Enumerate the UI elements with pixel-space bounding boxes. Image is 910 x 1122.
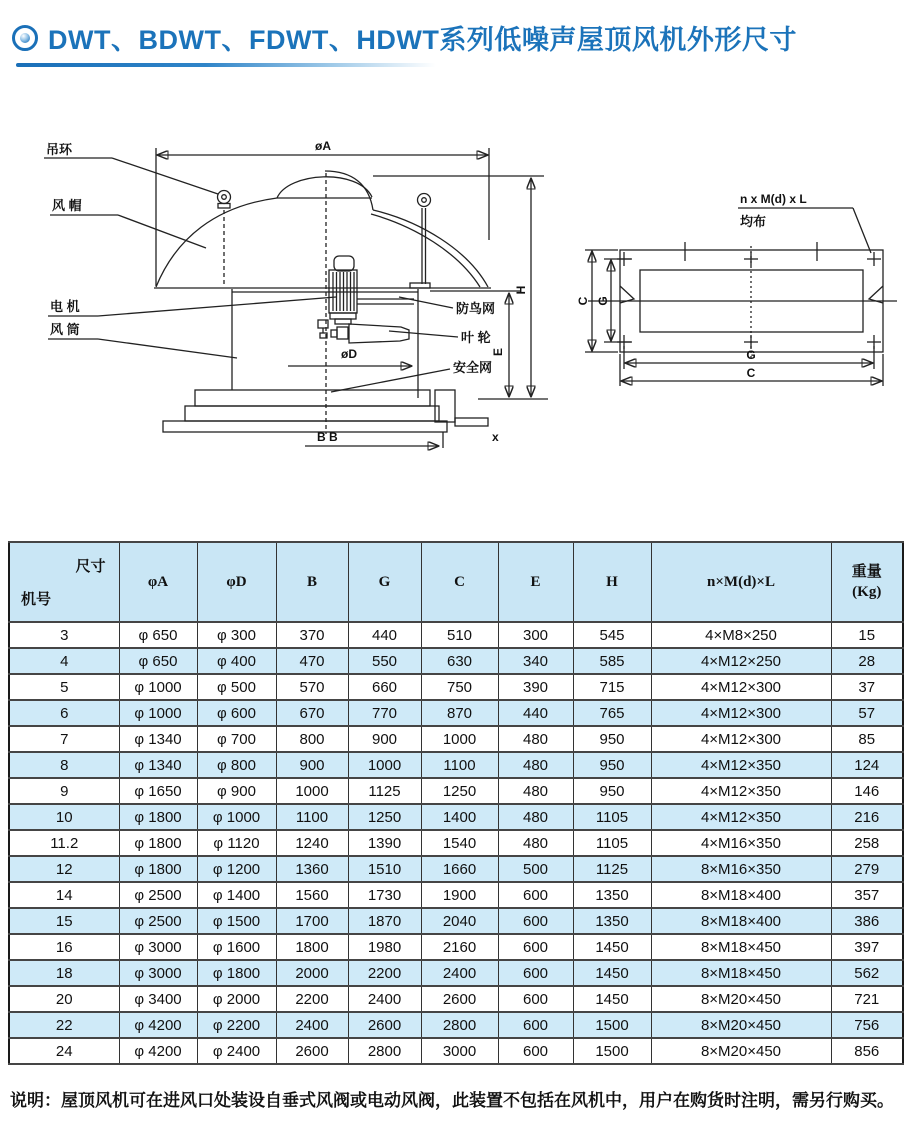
- cell-E: 480: [498, 752, 573, 778]
- dim-b-label: B B: [317, 430, 338, 444]
- label-impeller: 叶 轮: [461, 330, 491, 345]
- cell-bolt: 4×M16×350: [651, 830, 831, 856]
- cell-phiD: φ 1600: [197, 934, 276, 960]
- cell-C: 2040: [421, 908, 498, 934]
- cell-model: 8: [9, 752, 119, 778]
- cell-G: 660: [348, 674, 421, 700]
- cell-model: 10: [9, 804, 119, 830]
- header-phi-d: φD: [197, 542, 276, 622]
- cell-phiA: φ 1800: [119, 830, 197, 856]
- cell-C: 2400: [421, 960, 498, 986]
- cell-phiA: φ 1800: [119, 856, 197, 882]
- cell-E: 600: [498, 908, 573, 934]
- cell-phiA: φ 2500: [119, 882, 197, 908]
- cell-weight: 37: [831, 674, 903, 700]
- cell-phiA: φ 3400: [119, 986, 197, 1012]
- cell-phiD: φ 1000: [197, 804, 276, 830]
- cell-E: 480: [498, 804, 573, 830]
- cell-E: 480: [498, 830, 573, 856]
- cell-E: 480: [498, 778, 573, 804]
- callout-impeller: [389, 330, 491, 345]
- cell-weight: 562: [831, 960, 903, 986]
- table-header: [9, 542, 903, 622]
- cell-G: 440: [348, 622, 421, 648]
- cell-model: 14: [9, 882, 119, 908]
- cell-B: 2200: [276, 986, 348, 1012]
- cell-E: 600: [498, 986, 573, 1012]
- cell-C: 1000: [421, 726, 498, 752]
- dim-c-bottom-label: C: [746, 366, 756, 380]
- table-body: [9, 622, 903, 1064]
- cell-B: 2600: [276, 1038, 348, 1064]
- table-row: [9, 1038, 903, 1064]
- cell-H: 545: [573, 622, 651, 648]
- cell-model: 22: [9, 1012, 119, 1038]
- cell-model: 15: [9, 908, 119, 934]
- cell-H: 585: [573, 648, 651, 674]
- cell-C: 3000: [421, 1038, 498, 1064]
- cell-phiD: φ 600: [197, 700, 276, 726]
- cell-B: 1800: [276, 934, 348, 960]
- header-corner-dimension: 尺寸: [75, 558, 106, 575]
- cell-bolt: 8×M20×450: [651, 1012, 831, 1038]
- cell-weight: 15: [831, 622, 903, 648]
- table-row: [9, 804, 903, 830]
- cell-C: 750: [421, 674, 498, 700]
- page-title: DWT、BDWT、FDWT、HDWT系列低噪声屋顶风机外形尺寸: [48, 25, 797, 55]
- cell-weight: 397: [831, 934, 903, 960]
- dim-phi-d-label: øD: [341, 347, 357, 361]
- cell-C: 2800: [421, 1012, 498, 1038]
- header-weight-line1: 重量: [851, 563, 882, 580]
- cell-weight: 258: [831, 830, 903, 856]
- cell-H: 1500: [573, 1038, 651, 1064]
- cell-phiD: φ 1800: [197, 960, 276, 986]
- cell-bolt: 4×M12×250: [651, 648, 831, 674]
- label-bolt-spec: n x M(d) x L: [740, 192, 807, 206]
- cell-phiD: φ 2200: [197, 1012, 276, 1038]
- cell-G: 900: [348, 726, 421, 752]
- header-weight: [831, 542, 903, 622]
- cell-C: 1250: [421, 778, 498, 804]
- cell-E: 600: [498, 882, 573, 908]
- cell-H: 765: [573, 700, 651, 726]
- cell-B: 1240: [276, 830, 348, 856]
- cell-phiD: φ 1200: [197, 856, 276, 882]
- section-header: [12, 18, 797, 57]
- cell-C: 630: [421, 648, 498, 674]
- label-safety-net: 安全网: [453, 360, 493, 375]
- table-row: [9, 726, 903, 752]
- cell-bolt: 4×M12×350: [651, 778, 831, 804]
- cell-phiD: φ 700: [197, 726, 276, 752]
- technical-drawings: [0, 118, 910, 465]
- label-bird-net: 防鸟网: [456, 301, 496, 316]
- cell-phiA: φ 4200: [119, 1012, 197, 1038]
- cell-weight: 124: [831, 752, 903, 778]
- cell-G: 1250: [348, 804, 421, 830]
- cell-phiD: φ 800: [197, 752, 276, 778]
- header-e: E: [498, 542, 573, 622]
- header-bolt-spec: n×M(d)×L: [651, 542, 831, 622]
- cell-weight: 146: [831, 778, 903, 804]
- callout-motor: [48, 297, 336, 316]
- cell-G: 1125: [348, 778, 421, 804]
- cell-weight: 57: [831, 700, 903, 726]
- title-underline: [16, 63, 436, 67]
- cell-G: 2800: [348, 1038, 421, 1064]
- table-row: [9, 622, 903, 648]
- cell-E: 300: [498, 622, 573, 648]
- cell-weight: 386: [831, 908, 903, 934]
- cell-E: 480: [498, 726, 573, 752]
- header-h: H: [573, 542, 651, 622]
- cell-phiA: φ 1800: [119, 804, 197, 830]
- callout-bird-net: [399, 297, 495, 316]
- cell-weight: 216: [831, 804, 903, 830]
- cell-C: 2160: [421, 934, 498, 960]
- dim-e-label: E: [491, 347, 505, 357]
- cell-B: 570: [276, 674, 348, 700]
- cell-phiD: φ 1500: [197, 908, 276, 934]
- cell-bolt: 8×M20×450: [651, 1038, 831, 1064]
- header-phi-a: φA: [119, 542, 197, 622]
- cell-H: 1350: [573, 908, 651, 934]
- cell-H: 950: [573, 752, 651, 778]
- cell-E: 440: [498, 700, 573, 726]
- dim-phi-a: [156, 139, 489, 286]
- cell-model: 16: [9, 934, 119, 960]
- header-b: B: [276, 542, 348, 622]
- header-corner-model: 机号: [21, 591, 52, 608]
- cell-phiA: φ 2500: [119, 908, 197, 934]
- cell-C: 1540: [421, 830, 498, 856]
- cell-model: 6: [9, 700, 119, 726]
- cell-G: 1000: [348, 752, 421, 778]
- cell-bolt: 8×M20×450: [651, 986, 831, 1012]
- cell-bolt: 4×M12×300: [651, 674, 831, 700]
- cell-B: 900: [276, 752, 348, 778]
- cell-C: 870: [421, 700, 498, 726]
- cell-H: 1350: [573, 882, 651, 908]
- cell-B: 1560: [276, 882, 348, 908]
- cell-G: 1510: [348, 856, 421, 882]
- cell-bolt: 4×M12×350: [651, 804, 831, 830]
- cell-G: 2600: [348, 1012, 421, 1038]
- cell-phiD: φ 500: [197, 674, 276, 700]
- cell-model: 3: [9, 622, 119, 648]
- cell-E: 340: [498, 648, 573, 674]
- dim-x-label: x: [492, 430, 499, 444]
- dim-phi-d: [288, 347, 411, 366]
- cell-G: 1980: [348, 934, 421, 960]
- table-row: [9, 830, 903, 856]
- cell-bolt: 4×M12×300: [651, 726, 831, 752]
- cell-E: 600: [498, 1038, 573, 1064]
- header-corner-cell: [9, 542, 119, 622]
- cell-phiA: φ 1000: [119, 674, 197, 700]
- dim-h-label: H: [514, 285, 528, 295]
- cell-bolt: 8×M18×450: [651, 960, 831, 986]
- cell-B: 2000: [276, 960, 348, 986]
- cell-B: 2400: [276, 1012, 348, 1038]
- cell-B: 370: [276, 622, 348, 648]
- callout-safety-net: [331, 360, 492, 392]
- table-row: [9, 700, 903, 726]
- label-duct: 风 筒: [50, 322, 80, 337]
- cell-B: 1000: [276, 778, 348, 804]
- motor-group: [318, 256, 357, 338]
- cell-phiA: φ 1340: [119, 752, 197, 778]
- cell-bolt: 4×M12×350: [651, 752, 831, 778]
- table-row: [9, 882, 903, 908]
- cell-phiA: φ 1000: [119, 700, 197, 726]
- footnote: 说明：屋顶风机可在进风口处装设自垂式风阀或电动风阀，此装置不包括在风机中，用户在购货时注明，需另行购买。: [10, 1091, 894, 1110]
- cell-weight: 85: [831, 726, 903, 752]
- cell-H: 1105: [573, 804, 651, 830]
- cell-bolt: 4×M12×300: [651, 700, 831, 726]
- cell-weight: 357: [831, 882, 903, 908]
- header-c: C: [421, 542, 498, 622]
- cell-phiA: φ 3000: [119, 960, 197, 986]
- header-weight-line2: (Kg): [852, 584, 882, 600]
- lifting-ring-left: [218, 191, 231, 287]
- cell-phiD: φ 2000: [197, 986, 276, 1012]
- cell-H: 1500: [573, 1012, 651, 1038]
- cell-bolt: 8×M18×400: [651, 882, 831, 908]
- cell-G: 1390: [348, 830, 421, 856]
- cell-phiD: φ 900: [197, 778, 276, 804]
- cell-B: 670: [276, 700, 348, 726]
- cell-phiD: φ 1120: [197, 830, 276, 856]
- cell-model: 12: [9, 856, 119, 882]
- cell-C: 1660: [421, 856, 498, 882]
- cell-G: 770: [348, 700, 421, 726]
- cell-B: 1100: [276, 804, 348, 830]
- table-row: [9, 778, 903, 804]
- cell-phiA: φ 1340: [119, 726, 197, 752]
- callout-wind-cap: [50, 198, 206, 248]
- cell-weight: 721: [831, 986, 903, 1012]
- bird-net-lines: [357, 299, 414, 304]
- callout-bolt-spec: [738, 192, 871, 253]
- table-row: [9, 1012, 903, 1038]
- cell-bolt: 8×M16×350: [651, 856, 831, 882]
- cell-bolt: 8×M18×450: [651, 934, 831, 960]
- callout-duct: [48, 322, 237, 358]
- cell-phiD: φ 1400: [197, 882, 276, 908]
- cell-bolt: 8×M18×400: [651, 908, 831, 934]
- bolt-hole-marks: [617, 242, 881, 349]
- cell-model: 20: [9, 986, 119, 1012]
- cell-B: 1700: [276, 908, 348, 934]
- cell-phiA: φ 1650: [119, 778, 197, 804]
- cell-B: 800: [276, 726, 348, 752]
- cell-C: 1100: [421, 752, 498, 778]
- table-row: [9, 648, 903, 674]
- cell-G: 1730: [348, 882, 421, 908]
- cell-model: 7: [9, 726, 119, 752]
- cell-phiD: φ 300: [197, 622, 276, 648]
- table-row: [9, 934, 903, 960]
- cell-H: 1450: [573, 934, 651, 960]
- cell-phiA: φ 3000: [119, 934, 197, 960]
- cell-E: 600: [498, 960, 573, 986]
- header-g: G: [348, 542, 421, 622]
- cell-H: 1105: [573, 830, 651, 856]
- cell-model: 4: [9, 648, 119, 674]
- callout-lifting-ring: [44, 142, 218, 194]
- cell-phiA: φ 4200: [119, 1038, 197, 1064]
- cell-phiD: φ 2400: [197, 1038, 276, 1064]
- cell-E: 500: [498, 856, 573, 882]
- cell-H: 950: [573, 778, 651, 804]
- cell-weight: 279: [831, 856, 903, 882]
- cell-H: 1450: [573, 986, 651, 1012]
- dim-g-bottom-label: G: [746, 348, 756, 362]
- cell-model: 24: [9, 1038, 119, 1064]
- cell-H: 950: [573, 726, 651, 752]
- cell-E: 600: [498, 934, 573, 960]
- table-row: [9, 986, 903, 1012]
- cell-H: 715: [573, 674, 651, 700]
- cell-H: 1450: [573, 960, 651, 986]
- section-bullet-icon: [12, 25, 38, 51]
- dim-g-side-label: G: [596, 296, 610, 306]
- cell-phiA: φ 650: [119, 648, 197, 674]
- table-row: [9, 960, 903, 986]
- base-flange-top-view-diagram: [576, 192, 897, 386]
- cell-bolt: 4×M8×250: [651, 622, 831, 648]
- impeller-group: [331, 324, 409, 343]
- table-row: [9, 674, 903, 700]
- bullet-core: [20, 33, 30, 43]
- dim-c-side-label: C: [576, 296, 590, 306]
- wind-cap-outline: [154, 171, 491, 288]
- roof-hatch-strip: [455, 418, 488, 426]
- cell-C: 2600: [421, 986, 498, 1012]
- table-row: [9, 908, 903, 934]
- label-lifting-ring: 吊环: [46, 142, 73, 157]
- cell-weight: 28: [831, 648, 903, 674]
- cell-model: 9: [9, 778, 119, 804]
- cell-C: 510: [421, 622, 498, 648]
- cell-model: 5: [9, 674, 119, 700]
- cell-H: 1125: [573, 856, 651, 882]
- table-row: [9, 752, 903, 778]
- cell-G: 2200: [348, 960, 421, 986]
- cell-C: 1400: [421, 804, 498, 830]
- label-evenly-distributed: 均布: [740, 214, 767, 229]
- cell-E: 390: [498, 674, 573, 700]
- label-wind-cap: 风 帽: [52, 198, 82, 213]
- table-row: [9, 856, 903, 882]
- cell-B: 1360: [276, 856, 348, 882]
- cell-phiD: φ 400: [197, 648, 276, 674]
- cell-weight: 856: [831, 1038, 903, 1064]
- cell-B: 470: [276, 648, 348, 674]
- dimension-table: [8, 541, 904, 1065]
- cell-weight: 756: [831, 1012, 903, 1038]
- label-motor: 电 机: [50, 299, 80, 314]
- cell-G: 1870: [348, 908, 421, 934]
- cell-G: 2400: [348, 986, 421, 1012]
- cell-C: 1900: [421, 882, 498, 908]
- cell-model: 18: [9, 960, 119, 986]
- cell-phiA: φ 650: [119, 622, 197, 648]
- cell-model: 11.2: [9, 830, 119, 856]
- cell-G: 550: [348, 648, 421, 674]
- dim-phi-a-label: øA: [315, 139, 331, 153]
- roof-fan-side-view-diagram: [44, 139, 548, 448]
- cell-E: 600: [498, 1012, 573, 1038]
